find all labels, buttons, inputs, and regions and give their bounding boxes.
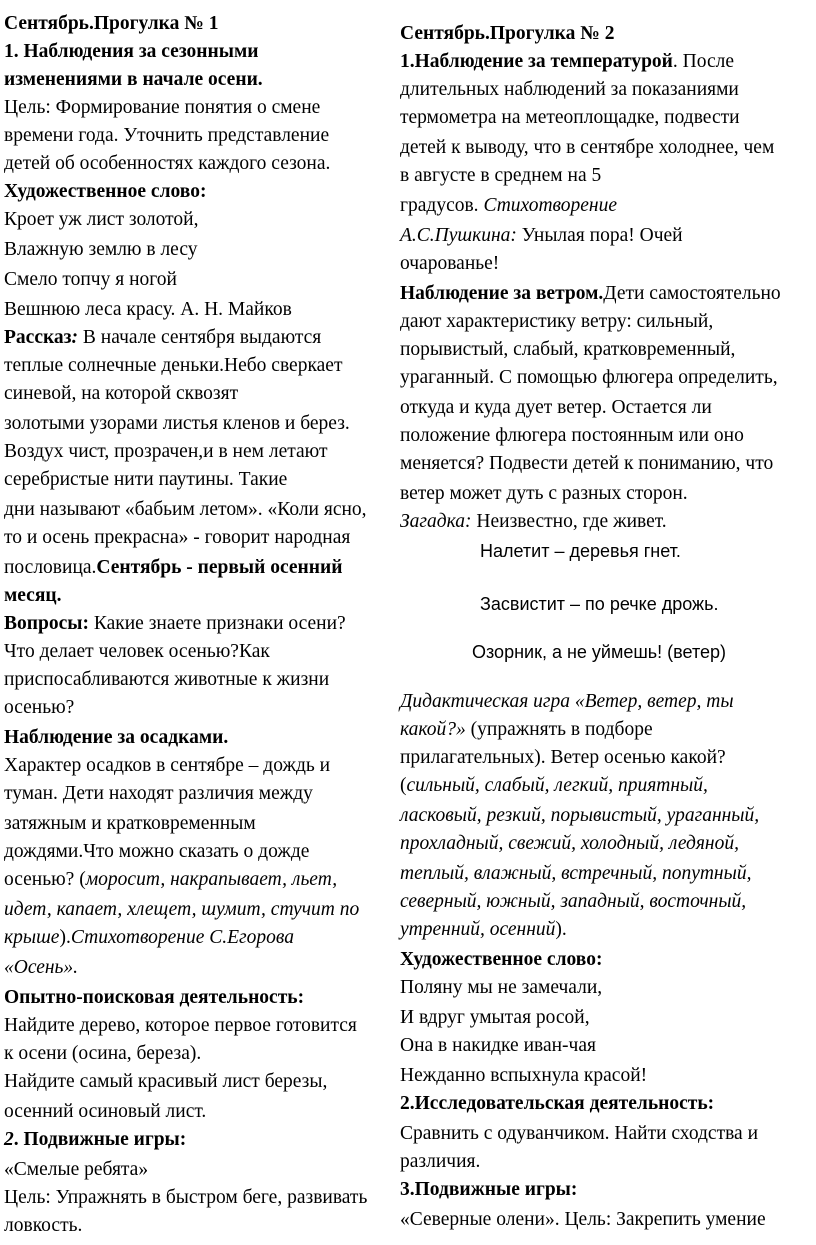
text-run: положение флюгера постоянным или оно <box>400 425 744 446</box>
text-run: детей об особенностях каждого сезона. <box>4 153 331 174</box>
left-text-line <box>4 866 337 894</box>
right-text-line <box>400 1090 714 1118</box>
left-text-line <box>4 266 177 294</box>
text-run: осенью? <box>4 697 75 718</box>
left-text-line <box>4 296 292 324</box>
text-run: А.С.Пушкина: <box>400 225 517 246</box>
text-run: Дети самостоятельно <box>603 283 781 304</box>
text-run: теплые солнечные деньки.Небо сверкает <box>4 355 343 376</box>
text-run: осенью? ( <box>4 869 86 890</box>
text-run: Рассказ <box>4 327 72 348</box>
right-text-line <box>400 192 617 220</box>
left-text-line <box>4 38 259 66</box>
left-text-line <box>4 838 309 866</box>
left-text-line <box>4 810 256 838</box>
text-run: Сентябрь - первый осенний <box>96 557 343 578</box>
right-text-line <box>400 1206 766 1234</box>
text-run: 3.Подвижные игры: <box>400 1179 578 1200</box>
right-text-line <box>400 422 744 450</box>
right-text-line <box>400 480 688 508</box>
text-run: осенний осиновый лист. <box>4 1101 207 1122</box>
text-run: Влажную землю в лесу <box>4 239 198 260</box>
right-text-line <box>400 222 683 250</box>
text-run: времени года. Уточнить представление <box>4 125 330 146</box>
text-run: Какие знаете признаки осени? <box>88 613 346 634</box>
text-run: Стихотворение <box>483 195 617 216</box>
text-run: длительных наблюдений за показаниями <box>400 79 739 100</box>
text-run: Художественное слово: <box>4 181 207 202</box>
text-run: ветер может дуть с разных сторон. <box>400 483 688 504</box>
right-text-line <box>400 1176 577 1204</box>
text-run: ). <box>59 927 71 948</box>
right-text-line <box>400 1148 480 1176</box>
right-text-line <box>400 1004 590 1032</box>
right-text-line <box>480 590 718 618</box>
text-run: моросит, накрапывает, льет, <box>85 869 338 890</box>
left-text-line <box>4 666 329 694</box>
right-text-line <box>400 860 751 888</box>
text-run: прохладный, свежий, холодный, ледяной, <box>400 833 739 854</box>
right-text-line <box>400 744 726 772</box>
left-text-line <box>4 66 263 94</box>
left-text-line <box>4 496 367 524</box>
right-text-line <box>400 1032 596 1060</box>
text-run: Сентябрь.Прогулка № 1 <box>4 13 219 34</box>
text-run: идет, капает, хлещет, шумит, стучит по <box>4 899 360 920</box>
text-run: 1. Наблюдения за сезонными <box>4 41 259 62</box>
text-run: градусов. <box>400 195 484 216</box>
text-run: Стихотворение С.Егорова <box>70 927 294 948</box>
text-run: Цель: Формирование понятия о смене <box>4 97 321 118</box>
right-text-line <box>400 830 739 858</box>
left-text-line <box>4 1012 357 1040</box>
text-run: Дидактическая игра «Ветер, ветер, ты <box>400 691 734 712</box>
left-text-line <box>4 10 218 38</box>
text-run: ). <box>555 919 567 940</box>
text-run: месяц. <box>4 585 62 606</box>
text-run: Сравнить с одуванчиком. Найти сходства и <box>400 1123 759 1144</box>
text-run: : <box>71 327 78 348</box>
right-text-line <box>400 336 735 364</box>
text-run: очарованье! <box>400 253 500 274</box>
left-text-line <box>4 780 313 808</box>
right-text-line <box>400 888 746 916</box>
text-run: дни называют «бабьим летом». «Коли ясно, <box>4 499 367 520</box>
right-text-line <box>400 394 712 422</box>
left-text-line <box>4 380 238 408</box>
text-run: Наблюдение за осадками. <box>4 727 229 748</box>
text-run: Опытно-поисковая деятельность: <box>4 987 305 1008</box>
text-run: дождями.Что можно сказать о дожде <box>4 841 310 862</box>
text-run: Вопросы: <box>4 613 89 634</box>
text-run: Кроет уж лист золотой, <box>4 209 199 230</box>
right-text-line <box>400 716 653 744</box>
text-run: Сентябрь.Прогулка № 2 <box>400 23 615 44</box>
text-run: Неизвестно, где живет. <box>471 511 667 532</box>
text-run: Нежданно вспыхнула красой! <box>400 1065 648 1086</box>
left-text-line <box>4 150 330 178</box>
text-run: Художественное слово: <box>400 949 603 970</box>
left-text-line <box>4 1184 367 1212</box>
text-run: Что делает человек осенью?Как <box>4 641 270 662</box>
text-run: теплый, влажный, встречный, попутный, <box>400 863 752 884</box>
text-run: крыше <box>4 927 60 948</box>
right-text-line <box>400 76 739 104</box>
text-run: Смело топчу я ногой <box>4 269 177 290</box>
text-run: меняется? Подвести детей к пониманию, что <box>400 453 774 474</box>
left-text-line <box>4 610 346 638</box>
text-run: в августе в среднем на 5 <box>400 165 602 186</box>
text-run: откуда и куда дует ветер. Остается ли <box>400 397 712 418</box>
text-run: дают характеристику ветру: сильный, <box>400 311 714 332</box>
text-run: туман. Дети находят различия между <box>4 783 313 804</box>
text-run: ( <box>400 775 407 796</box>
text-run: порывистый, слабый, кратковременный, <box>400 339 736 360</box>
text-run: Поляну мы не замечали, <box>400 977 603 998</box>
text-run: ласковый, резкий, порывистый, ураганный, <box>400 805 760 826</box>
left-text-line <box>4 352 342 380</box>
text-run: Наблюдение за ветром. <box>400 283 604 304</box>
right-text-line <box>400 508 667 536</box>
left-text-line <box>4 466 287 494</box>
left-text-line <box>4 324 321 352</box>
left-text-line <box>4 1212 82 1240</box>
right-text-line <box>400 48 734 76</box>
left-text-line <box>4 582 62 610</box>
right-text-line <box>400 450 773 478</box>
left-text-line <box>4 410 350 438</box>
text-run: И вдруг умытая росой, <box>400 1007 590 1028</box>
text-run: «Осень». <box>4 957 79 978</box>
right-text-line <box>400 134 774 162</box>
text-run: пословица. <box>4 557 97 578</box>
left-text-line <box>4 984 304 1012</box>
left-text-line <box>4 1068 327 1096</box>
left-text-line <box>4 554 343 582</box>
text-run: Загадка: <box>400 511 472 532</box>
text-run: сильный, слабый, легкий, приятный, <box>406 775 708 796</box>
text-run: Озорник, а не уймешь! (ветер) <box>472 642 726 662</box>
right-text-line <box>400 946 602 974</box>
text-run: Найдите дерево, которое первое готовится <box>4 1015 357 1036</box>
text-run: детей к выводу, что в сентябре холоднее, чем <box>400 137 775 158</box>
left-text-line <box>4 1126 186 1154</box>
left-text-line <box>4 694 74 722</box>
text-run: . После <box>672 51 735 72</box>
left-text-line <box>4 752 330 780</box>
text-run: ловкость. <box>4 1215 83 1236</box>
text-run: 2 <box>4 1129 14 1150</box>
text-run: . Подвижные игры: <box>13 1129 187 1150</box>
right-text-line <box>400 1062 647 1090</box>
text-run: Она в накидке иван-чая <box>400 1035 596 1056</box>
left-text-line <box>4 438 327 466</box>
text-run: Вешнюю леса красу. А. Н. Майков <box>4 299 292 320</box>
left-text-line <box>4 122 329 150</box>
right-text-line <box>400 162 601 190</box>
right-text-line <box>400 20 614 48</box>
left-text-line <box>4 1156 148 1184</box>
text-run: Воздух чист, прозрачен,и в нем летают <box>4 441 328 462</box>
left-text-line <box>4 94 320 122</box>
text-run: различия. <box>400 1151 481 1172</box>
left-text-line <box>4 724 228 752</box>
left-text-line <box>4 524 350 552</box>
text-run: золотыми узорами листья кленов и берез. <box>4 413 350 434</box>
text-run: 2.Исследовательская деятельность: <box>400 1093 715 1114</box>
text-run: Налетит – деревья гнет. <box>480 541 681 561</box>
text-run: утренний, осенний <box>400 919 556 940</box>
right-text-line <box>472 638 726 666</box>
text-run: затяжным и кратковременным <box>4 813 256 834</box>
text-run: прилагательных). Ветер осенью какой? <box>400 747 726 768</box>
left-text-line <box>4 236 197 264</box>
right-text-line <box>400 916 567 944</box>
left-text-line <box>4 206 199 234</box>
left-text-line <box>4 924 294 952</box>
text-run: то и осень прекрасна» - говорит народная <box>4 527 351 548</box>
right-text-line <box>400 104 740 132</box>
left-text-line <box>4 1040 201 1068</box>
text-run: В начале сентября выдаются <box>78 327 322 348</box>
right-text-line <box>400 1120 758 1148</box>
text-run: приспосабливаются животные к жизни <box>4 669 330 690</box>
text-run: серебристые нити паутины. Такие <box>4 469 288 490</box>
text-run: Цель: Упражнять в быстром беге, развивать <box>4 1187 368 1208</box>
right-text-line <box>400 364 778 392</box>
left-text-line <box>4 896 359 924</box>
text-run: Характер осадков в сентябре – дождь и <box>4 755 331 776</box>
text-run: термометра на метеоплощадке, подвести <box>400 107 740 128</box>
text-run: «Северные олени». Цель: Закрепить умение <box>400 1209 766 1230</box>
right-text-line <box>400 974 602 1002</box>
right-text-line <box>480 537 681 565</box>
left-text-line <box>4 1098 206 1126</box>
text-run: северный, южный, западный, восточный, <box>400 891 747 912</box>
right-text-line <box>400 688 734 716</box>
text-run: Найдите самый красивый лист березы, <box>4 1071 328 1092</box>
left-text-line <box>4 954 78 982</box>
right-text-line <box>400 280 781 308</box>
right-text-line <box>400 308 713 336</box>
text-run: «Смелые ребята» <box>4 1159 149 1180</box>
text-run: 1.Наблюдение за температурой <box>400 51 673 72</box>
text-run: Засвистит – по речке дрожь. <box>480 594 719 614</box>
text-run: к осени (осина, береза). <box>4 1043 202 1064</box>
right-text-line <box>400 250 499 278</box>
text-run: ураганный. С помощью флюгера определить, <box>400 367 778 388</box>
text-run: синевой, на которой сквозят <box>4 383 239 404</box>
left-text-line <box>4 178 206 206</box>
text-run: (упражнять в подборе <box>465 719 653 740</box>
right-text-line <box>400 802 759 830</box>
text-run: Унылая пора! Очей <box>516 225 683 246</box>
left-text-line <box>4 638 270 666</box>
text-run: изменениями в начале осени. <box>4 69 263 90</box>
text-run: какой?» <box>400 719 466 740</box>
right-text-line <box>400 772 708 800</box>
